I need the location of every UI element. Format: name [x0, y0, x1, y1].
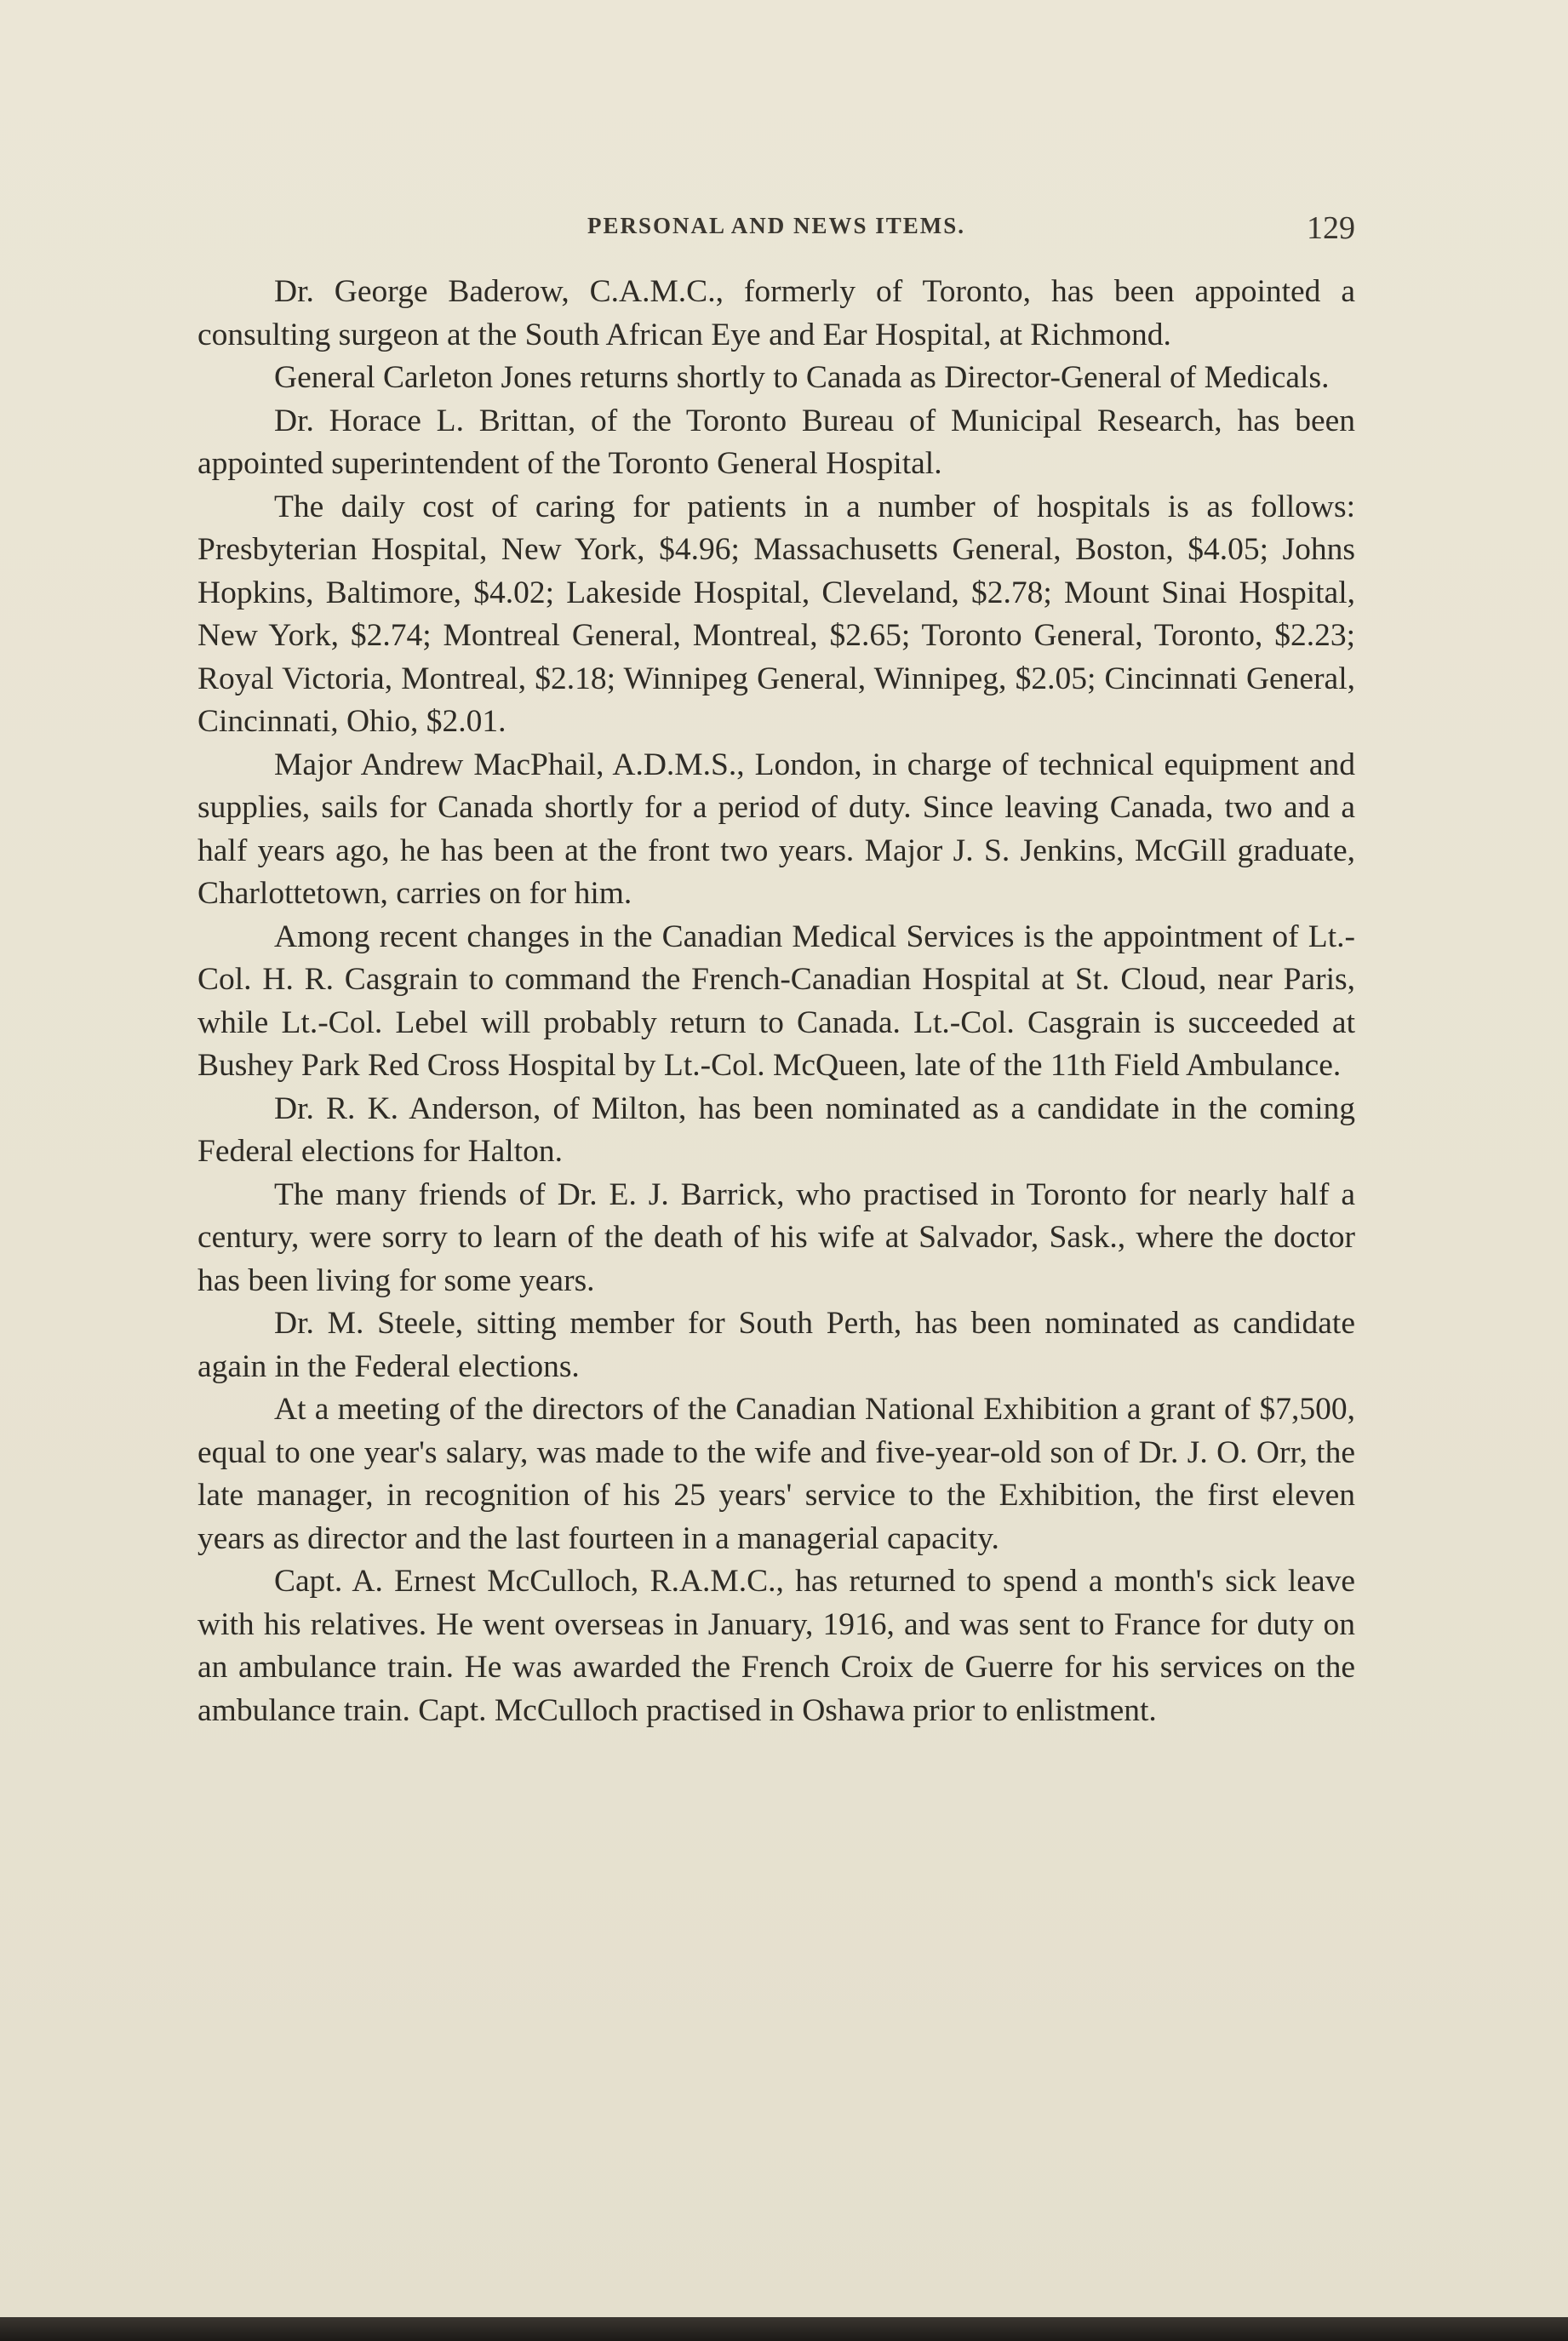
paragraph-hospital-costs: The daily cost of caring for patients in a number of hospitals is as follows: Presbyterian Hospital, New York, $4.96; Massachusetts General, Boston, $4.05; Johns Hopkins, Baltimore, $4.02; Lakeside Hospital, Cleveland, $2.78; Mount Sinai Hospital, New York, $2.74; Montreal General, Montreal, $2.65; Toronto General, Toronto, $2.23; Royal Victoria, Montreal, $2.18; Winnipeg General, Winnipeg, $2.05; Cincinnati General, Cincinnati, Ohio, $2.01. — [197, 489, 1355, 739]
paragraph-orr-grant: At a meeting of the directors of the Canadian National Exhibition a grant of $7,500, equal to one year's salary, was made to the wife and five-year-old son of Dr. J. O. Orr, the late manager, in recognition of his 25 years' service to the Exhibition, the first eleven years as director and the last fourteen in a managerial capacity. — [197, 1392, 1355, 1556]
article-body — [197, 271, 1355, 1732]
paragraph-mcculloch: Capt. A. Ernest McCulloch, R.A.M.C., has returned to spend a month's sick leave with his relatives. He went overseas in January, 1916, and was sent to France for duty on an ambulance train. He was awarded the French Croix de Guerre for his services on the ambulance train. Capt. McCulloch practised in Oshawa prior to enlistment. — [197, 1564, 1355, 1728]
paragraph-baderow: Dr. George Baderow, C.A.M.C., formerly of Toronto, has been appointed a consulting surgeon at the South African Eye and Ear Hospital, at Richmond. — [197, 274, 1355, 352]
paragraph-carleton-jones: General Carleton Jones returns shortly to Canada as Director-General of Medicals. — [274, 360, 1330, 395]
page-bottom-edge — [0, 2317, 1568, 2341]
paragraph-casgrain: Among recent changes in the Canadian Medical Services is the appointment of Lt.-Col. H. R. Casgrain to command the French-Canadian Hospital at St. Cloud, near Paris, while Lt.-Col. Lebel will probably return to Canada. Lt.-Col. Casgrain is succeeded at Bushey Park Red Cross Hospital by Lt.-Col. McQueen, late of the 11th Field Ambulance. — [197, 919, 1355, 1083]
paragraph-barrick: The many friends of Dr. E. J. Barrick, who practised in Toronto for nearly half a century, were sorry to learn of the death of his wife at Salvador, Sask., where the doctor has been living for some years. — [197, 1176, 1355, 1298]
paragraph-steele: Dr. M. Steele, sitting member for South Perth, has been nominated as candidate again in the Federal elections. — [197, 1306, 1355, 1384]
paragraph-anderson: Dr. R. K. Anderson, of Milton, has been nominated as a candidate in the coming Federal elections for Halton. — [197, 1090, 1355, 1169]
page-header — [197, 210, 1355, 247]
running-head: PERSONAL AND NEWS ITEMS. — [587, 213, 966, 238]
paragraph-brittan: Dr. Horace L. Brittan, of the Toronto Bureau of Municipal Research, has been appointed superintendent of the Toronto General Hospital. — [197, 403, 1355, 481]
paragraph-macphail: Major Andrew MacPhail, A.D.M.S., London, in charge of technical equipment and supplies, sails for Canada shortly for a period of duty. Since leaving Canada, two and a half years ago, he has been at the front two years. Major J. S. Jenkins, McGill graduate, Charlottetown, carries on for him. — [197, 747, 1355, 911]
page-number: 129 — [1307, 210, 1355, 246]
